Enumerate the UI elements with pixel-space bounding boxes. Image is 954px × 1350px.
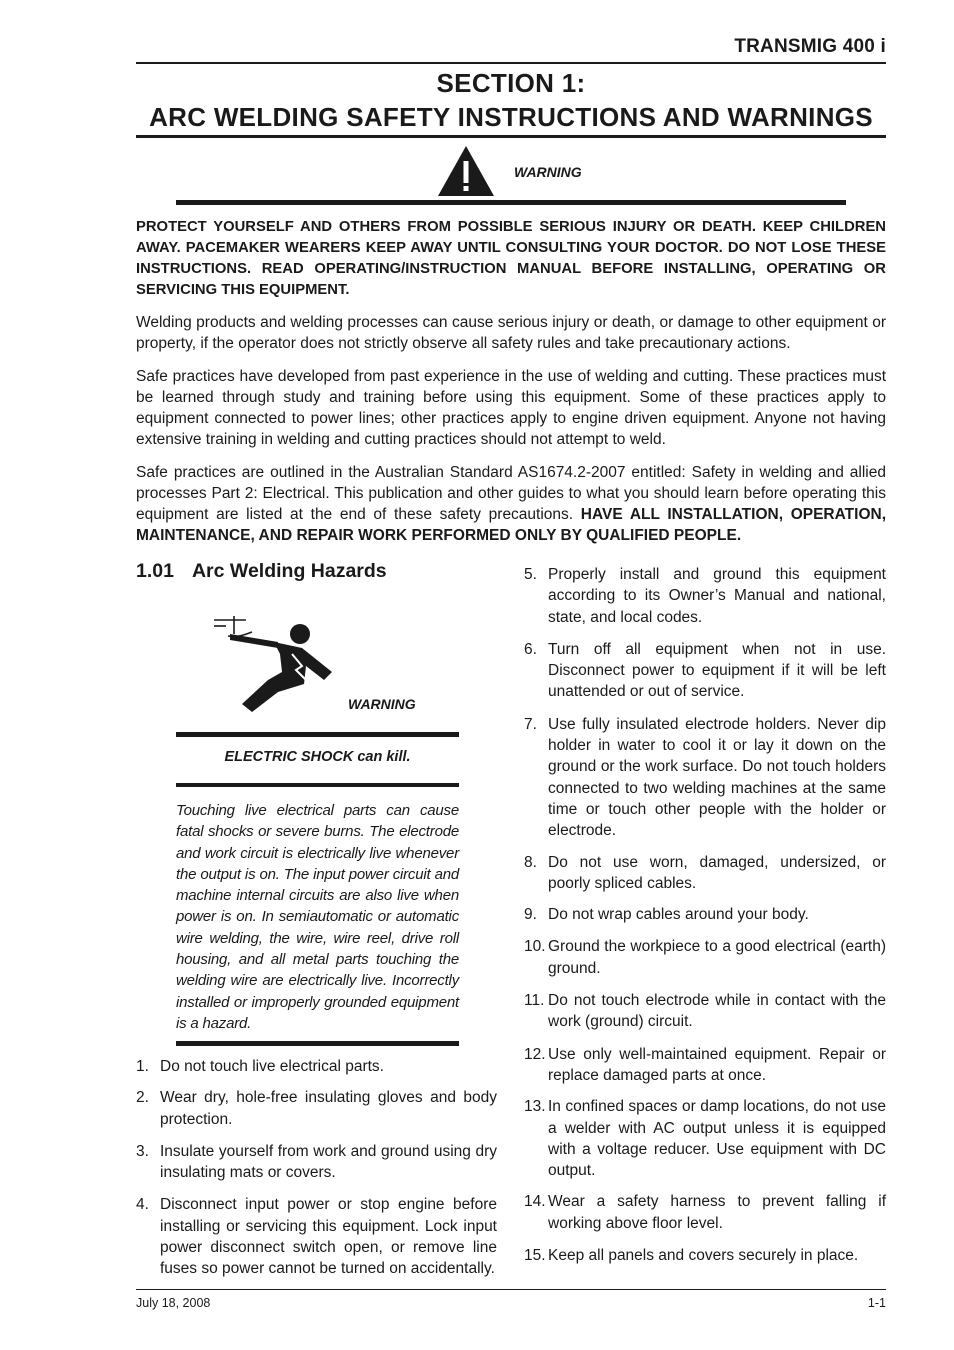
page-number: 1-1: [867, 1296, 886, 1310]
list-item: [136, 1194, 497, 1279]
footer-date: July 18, 2008: [136, 1296, 211, 1310]
list-item-text: In confined spaces or damp locations, do not use a welder with AC output unless it is equipped with a voltage reducer. Use equipment with DC output.: [548, 1098, 886, 1180]
list-item-text: Keep all panels and covers securely in place.: [548, 1247, 859, 1265]
list-item-text: Wear a safety harness to prevent falling if working above floor level.: [548, 1193, 886, 1232]
safety-warning-paragraph: PROTECT YOURSELF AND OTHERS FROM POSSIBLE SERIOUS INJURY OR DEATH. KEEP CHILDREN AWAY. PACEMAKER WEARERS KEEP AWAY UNTIL CONSULTING YOUR DOCTOR. DO NOT LOSE THESE INSTRUCTIONS. READ OPERATING/INSTRUCTION MANUAL BEFORE INSTALLING, OPERATING OR SERVICING THIS EQUIPMENT.: [136, 219, 886, 298]
shock-warning-title: ELECTRIC SHOCK can kill.: [224, 749, 411, 765]
list-item-text: Do not touch live electrical parts.: [160, 1058, 384, 1075]
list-item: [524, 1096, 886, 1181]
list-item: [524, 1245, 886, 1266]
list-item-number: 9.: [524, 906, 537, 924]
list-item-number: 12.: [524, 1045, 546, 1063]
list-item-number: 15.: [524, 1247, 546, 1265]
list-item-text: Disconnect input power or stop engine before installing or servicing this equipment. Lock input power disconnect switch open, or remove line fuses so power cannot be turned on accidentally.: [160, 1196, 497, 1278]
section-heading: [136, 66, 886, 134]
hazard-list-left: [136, 1056, 497, 1280]
list-item: [136, 1087, 497, 1130]
section-heading-line2: ARC WELDING SAFETY INSTRUCTIONS AND WARNINGS: [149, 102, 873, 132]
shock-warning-body: Touching live electrical parts can cause fatal shocks or severe burns. The electrode and work circuit is electrically live whenever the output is on. The input power circuit and machine internal circuits are also live when power is on. In semiautomatic or automatic wire welding, the wire, wire reel, drive roll housing, and all metal parts touching the welding wire are electrically live. Incorrectly installed or improperly grounded equipment is a hazard.: [176, 802, 459, 1032]
warning-triangle-icon: [436, 144, 496, 198]
list-item-text: Ground the workpiece to a good electrical (earth) ground.: [548, 938, 886, 977]
list-item-text: Do not use worn, damaged, undersized, or poorly spliced cables.: [548, 853, 886, 892]
hazard-list-right: [524, 564, 886, 1266]
list-item-number: 13.: [524, 1098, 546, 1116]
product-title: TRANSMIG 400 i: [734, 36, 886, 57]
list-item: [524, 564, 886, 628]
list-item-number: 6.: [524, 640, 537, 658]
list-item-text: Insulate yourself from work and ground using dry insulating mats or covers.: [160, 1142, 497, 1182]
list-item-number: 4.: [136, 1196, 149, 1214]
list-item: [524, 714, 886, 842]
qualified-people-notice: HAVE ALL INSTALLATION, OPERATION, MAINTENANCE, AND REPAIR WORK PERFORMED ONLY BY QUALIFIED PEOPLE.: [136, 506, 886, 544]
subsection-number: 1.01: [136, 560, 174, 582]
list-item-number: 11.: [524, 992, 545, 1010]
list-item: [524, 904, 886, 925]
warning-label: WARNING: [514, 164, 582, 180]
intro-paragraph-1: Welding products and welding processes can cause serious injury or death, or damage to other equipment or property, if the operator does not strictly observe all safety rules and take precautionary actions.: [136, 314, 886, 352]
warning-rule: [176, 200, 846, 205]
list-item: [524, 990, 886, 1033]
shock-rule-top: [176, 732, 459, 737]
list-item-number: 7.: [524, 715, 537, 733]
list-item-number: 10.: [524, 938, 546, 956]
electric-shock-icon: [212, 612, 336, 714]
shock-warning-label: WARNING: [348, 696, 416, 712]
section-rule: [136, 135, 886, 138]
intro-paragraph-2: Safe practices have developed from past experience in the use of welding and cutting. These practices must be learned through study and training before using this equipment. Some of these practices apply to equipment connected to power lines; other practices apply to engine driven equipment. Anyone not having extensive training in welding and cutting practices should not attempt to weld.: [136, 368, 886, 448]
list-item-number: 1.: [136, 1058, 149, 1075]
header-rule: [136, 62, 886, 64]
list-item: [136, 1056, 497, 1077]
list-item-number: 5.: [524, 566, 537, 583]
list-item-text: Turn off all equipment when not in use. Disconnect power to equipment if it will be left unattended or out of service.: [548, 640, 886, 701]
list-item: [524, 1191, 886, 1234]
footer-rule: [136, 1289, 886, 1290]
list-item-text: Do not touch electrode while in contact with the work (ground) circuit.: [548, 992, 886, 1031]
list-item-number: 2.: [136, 1089, 149, 1107]
list-item-text: Use only well-maintained equipment. Repair or replace damaged parts at once.: [548, 1045, 886, 1084]
intro-paragraph-3-text: Safe practices are outlined in the Australian Standard AS1674.2-2007 entitled: Safety in welding and allied processes Part 2: Electrical. This publication and other guides to what you should learn before operating this equipment are listed at the end of these safety precautions.: [136, 464, 886, 523]
list-item: [524, 1044, 886, 1087]
shock-rule-mid: [176, 783, 459, 787]
list-item: [524, 639, 886, 703]
list-item-text: Wear dry, hole-free insulating gloves and body protection.: [160, 1089, 497, 1128]
shock-rule-bottom: [176, 1041, 459, 1046]
subsection-title: Arc Welding Hazards: [191, 560, 387, 582]
section-heading-line1: SECTION 1:: [436, 68, 586, 98]
list-item: [136, 1141, 497, 1184]
list-item-number: 3.: [136, 1142, 149, 1160]
list-item-number: 14.: [524, 1193, 546, 1211]
intro-paragraph-3: [136, 462, 886, 546]
list-item: [524, 852, 886, 895]
subsection-heading: [136, 560, 387, 583]
list-item: [524, 936, 886, 979]
list-item-text: Do not wrap cables around your body.: [548, 906, 809, 924]
list-item-text: Properly install and ground this equipment according to its Owner’s Manual and national, state, and local codes.: [548, 566, 886, 626]
list-item-text: Use fully insulated electrode holders. Never dip holder in water to cool it or lay it down on the ground or the work surface. Do not touch holders connected to two welding machines at the same time or touch other people with the holder or electrode.: [548, 715, 886, 840]
list-item-number: 8.: [524, 853, 537, 871]
